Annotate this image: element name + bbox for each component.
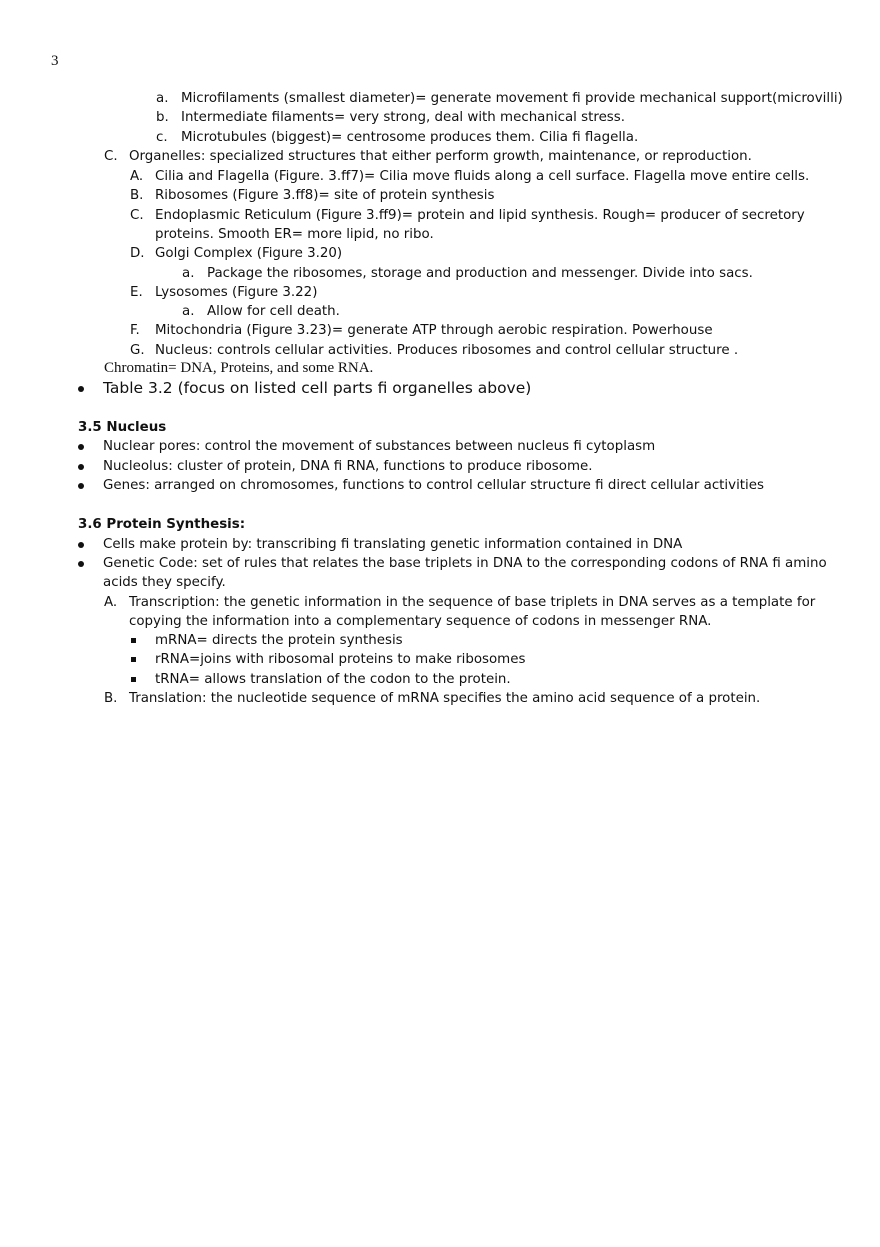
list-item: Lysosomes (Figure 3.22) [155,285,318,300]
list-item: Mitochondria (Figure 3.23)= generate ATP through aerobic respiration. Powerhouse [155,323,713,338]
list-item: Golgi Complex (Figure 3.20) [155,246,343,261]
list-item: Translation: the nucleotide sequence of mRNA specifies the amino acid sequence of a protein. [129,691,761,706]
bullet-icon [78,561,84,567]
list-item: Genes: arranged on chromosomes, functions to control cellular structure ﬁ direct cellular activities [103,478,764,493]
square-bullet-icon [131,677,136,682]
rna-type-item: mRNA= directs the protein synthesis [155,633,403,648]
list-item-continuation: copying the information into a complementary sequence of codons in messenger RNA. [129,614,712,629]
list-marker: a. [182,266,195,281]
list-item: Ribosomes (Figure 3.ﬀ8)= site of protein synthesis [155,188,495,203]
table-note: Table 3.2 (focus on listed cell parts ﬁ organelles above) [103,379,532,397]
list-item: Transcription: the genetic information in the sequence of base triplets in DNA serves as a template for [129,595,816,610]
list-marker: a. [182,304,195,319]
rna-type-item: tRNA= allows translation of the codon to the protein. [155,672,511,687]
list-marker: A. [130,169,144,184]
list-marker: b. [156,110,169,125]
list-item: Nuclear pores: control the movement of substances between nucleus ﬁ cytoplasm [103,439,656,454]
list-marker: B. [130,188,144,203]
list-item: Nucleus: controls cellular activities. Produces ribosomes and control cellular structure . [155,343,739,358]
organelles-intro: Organelles: specialized structures that either perform growth, maintenance, or reproduction. [129,149,752,164]
list-item: Cells make protein by: transcribing ﬁ translating genetic information contained in DNA [103,537,683,552]
list-item: Intermediate filaments= very strong, deal with mechanical stress. [181,110,626,125]
sub-list-item: Package the ribosomes, storage and production and messenger. Divide into sacs. [207,266,753,281]
list-item: Genetic Code: set of rules that relates the base triplets in DNA to the corresponding codons of RNA ﬁ amino [103,556,827,571]
list-item-continuation: proteins. Smooth ER= more lipid, no ribo. [155,227,434,242]
list-item: Microtubules (biggest)= centrosome produces them. Cilia ﬁ flagella. [181,130,639,145]
bullet-icon [78,464,84,470]
square-bullet-icon [131,657,136,662]
rna-type-item: rRNA=joins with ribosomal proteins to make ribosomes [155,652,526,667]
list-marker: C. [130,208,144,223]
list-item: Cilia and Flagella (Figure. 3.ﬀ7)= Cilia move fluids along a cell surface. Flagella move entire cells. [155,169,810,184]
list-marker: D. [130,246,145,261]
list-marker: a. [156,91,169,106]
list-marker: F. [130,323,140,338]
square-bullet-icon [131,638,136,643]
bullet-icon [78,386,84,392]
list-marker: A. [104,595,118,610]
bullet-icon [78,444,84,450]
section-heading: 3.6 Protein Synthesis: [78,517,246,532]
list-marker: E. [130,285,143,300]
list-item: Endoplasmic Reticulum (Figure 3.ﬀ9)= protein and lipid synthesis. Rough= producer of secretory [155,208,805,223]
sub-list-item: Allow for cell death. [207,304,340,319]
chromatin-line: Chromatin= DNA, Proteins, and some RNA. [104,360,374,376]
list-item-continuation: acids they specify. [103,575,226,590]
list-marker: c. [156,130,168,145]
bullet-icon [78,483,84,489]
list-item: Nucleolus: cluster of protein, DNA ﬁ RNA, functions to produce ribosome. [103,459,593,474]
list-item: Microfilaments (smallest diameter)= generate movement ﬁ provide mechanical support(microvilli) [181,91,843,106]
page-number: 3 [51,53,59,69]
list-marker: C. [104,149,118,164]
section-heading: 3.5 Nucleus [78,420,167,435]
list-marker: B. [104,691,118,706]
bullet-icon [78,542,84,548]
list-marker: G. [130,343,145,358]
